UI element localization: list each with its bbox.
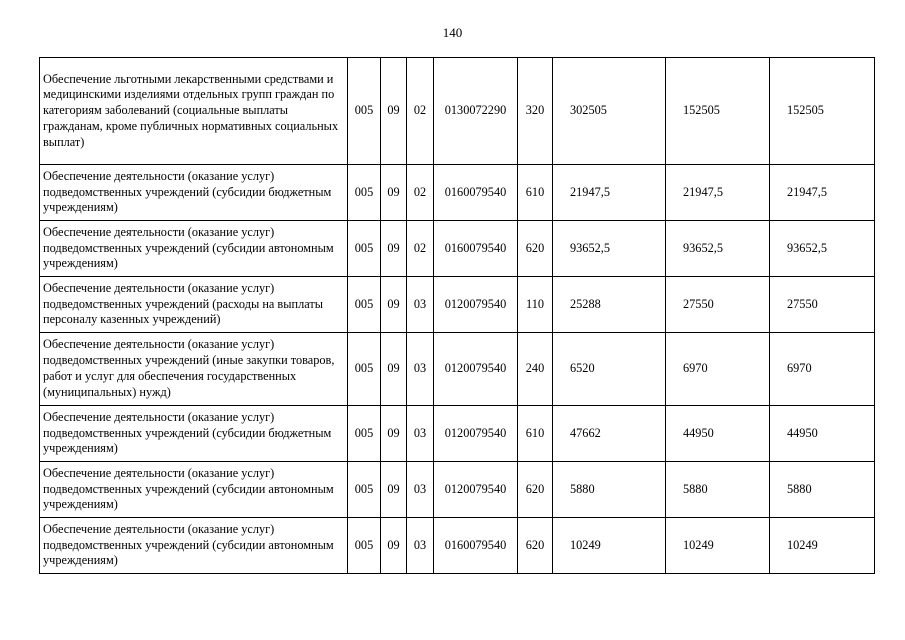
page-number: 140: [442, 25, 463, 40]
expense-type-code: 610: [518, 165, 553, 221]
amount-3: 93652,5: [770, 221, 875, 277]
admin-code: 005: [348, 58, 381, 165]
table-row: [40, 221, 875, 277]
admin-code: 005: [348, 221, 381, 277]
admin-code: 005: [348, 165, 381, 221]
row-name: Обеспечение деятельности (оказание услуг) подведомственных учреждений (расходы на выплаты персоналу казенных учреждений): [40, 277, 348, 333]
table-row: [40, 58, 875, 165]
amount-1: 47662: [553, 406, 666, 462]
section-code: 09: [381, 518, 407, 574]
admin-code: 005: [348, 518, 381, 574]
table-row: [40, 518, 875, 574]
amount-3: 6970: [770, 333, 875, 406]
amount-2: 152505: [666, 58, 770, 165]
row-name: Обеспечение деятельности (оказание услуг) подведомственных учреждений (субсидии бюджетным учреждениям): [40, 406, 348, 462]
target-code: 0120079540: [434, 277, 518, 333]
target-code: 0160079540: [434, 518, 518, 574]
section-code: 09: [381, 221, 407, 277]
section-code: 09: [381, 165, 407, 221]
target-code: 0160079540: [434, 165, 518, 221]
expense-type-code: 620: [518, 518, 553, 574]
row-name: Обеспечение деятельности (оказание услуг) подведомственных учреждений (иные закупки товаров, работ и услуг для обеспечения государственных (муниципальных) нужд): [40, 333, 348, 406]
amount-3: 5880: [770, 462, 875, 518]
row-name: Обеспечение деятельности (оказание услуг) подведомственных учреждений (субсидии автономным учреждениям): [40, 462, 348, 518]
expense-type-code: 620: [518, 221, 553, 277]
subsection-code: 02: [407, 58, 434, 165]
amount-3: 21947,5: [770, 165, 875, 221]
subsection-code: 03: [407, 462, 434, 518]
section-code: 09: [381, 462, 407, 518]
amount-2: 21947,5: [666, 165, 770, 221]
target-code: 0120079540: [434, 406, 518, 462]
row-name: Обеспечение деятельности (оказание услуг) подведомственных учреждений (субсидии автономным учреждениям): [40, 221, 348, 277]
expense-type-code: 620: [518, 462, 553, 518]
expense-type-code: 240: [518, 333, 553, 406]
target-code: 0120079540: [434, 462, 518, 518]
section-code: 09: [381, 58, 407, 165]
expense-type-code: 110: [518, 277, 553, 333]
target-code: 0130072290: [434, 58, 518, 165]
amount-1: 302505: [553, 58, 666, 165]
amount-1: 93652,5: [553, 221, 666, 277]
amount-2: 27550: [666, 277, 770, 333]
amount-2: 44950: [666, 406, 770, 462]
amount-1: 5880: [553, 462, 666, 518]
target-code: 0120079540: [434, 333, 518, 406]
amount-3: 27550: [770, 277, 875, 333]
amount-3: 44950: [770, 406, 875, 462]
amount-2: 10249: [666, 518, 770, 574]
target-code: 0160079540: [434, 221, 518, 277]
amount-2: 93652,5: [666, 221, 770, 277]
subsection-code: 02: [407, 165, 434, 221]
admin-code: 005: [348, 406, 381, 462]
subsection-code: 03: [407, 333, 434, 406]
amount-2: 5880: [666, 462, 770, 518]
amount-3: 152505: [770, 58, 875, 165]
subsection-code: 03: [407, 406, 434, 462]
amount-1: 21947,5: [553, 165, 666, 221]
amount-2: 6970: [666, 333, 770, 406]
table-row: [40, 462, 875, 518]
subsection-code: 03: [407, 277, 434, 333]
expense-type-code: 320: [518, 58, 553, 165]
section-code: 09: [381, 277, 407, 333]
expense-type-code: 610: [518, 406, 553, 462]
amount-3: 10249: [770, 518, 875, 574]
row-name: Обеспечение деятельности (оказание услуг) подведомственных учреждений (субсидии автономным учреждениям): [40, 518, 348, 574]
amount-1: 6520: [553, 333, 666, 406]
section-code: 09: [381, 406, 407, 462]
admin-code: 005: [348, 277, 381, 333]
table-row: [40, 333, 875, 406]
amount-1: 10249: [553, 518, 666, 574]
section-code: 09: [381, 333, 407, 406]
row-name: Обеспечение деятельности (оказание услуг) подведомственных учреждений (субсидии бюджетным учреждениям): [40, 165, 348, 221]
subsection-code: 02: [407, 221, 434, 277]
amount-1: 25288: [553, 277, 666, 333]
budget-table: [39, 57, 875, 574]
admin-code: 005: [348, 333, 381, 406]
subsection-code: 03: [407, 518, 434, 574]
table-row: [40, 277, 875, 333]
row-name: Обеспечение льготными лекарственными средствами и медицинскими изделиями отдельных групп граждан по категориям заболеваний (социальные выплаты гражданам, кроме публичных нормативных социальных выплат): [40, 58, 348, 165]
table-row: [40, 165, 875, 221]
table-row: [40, 406, 875, 462]
admin-code: 005: [348, 462, 381, 518]
